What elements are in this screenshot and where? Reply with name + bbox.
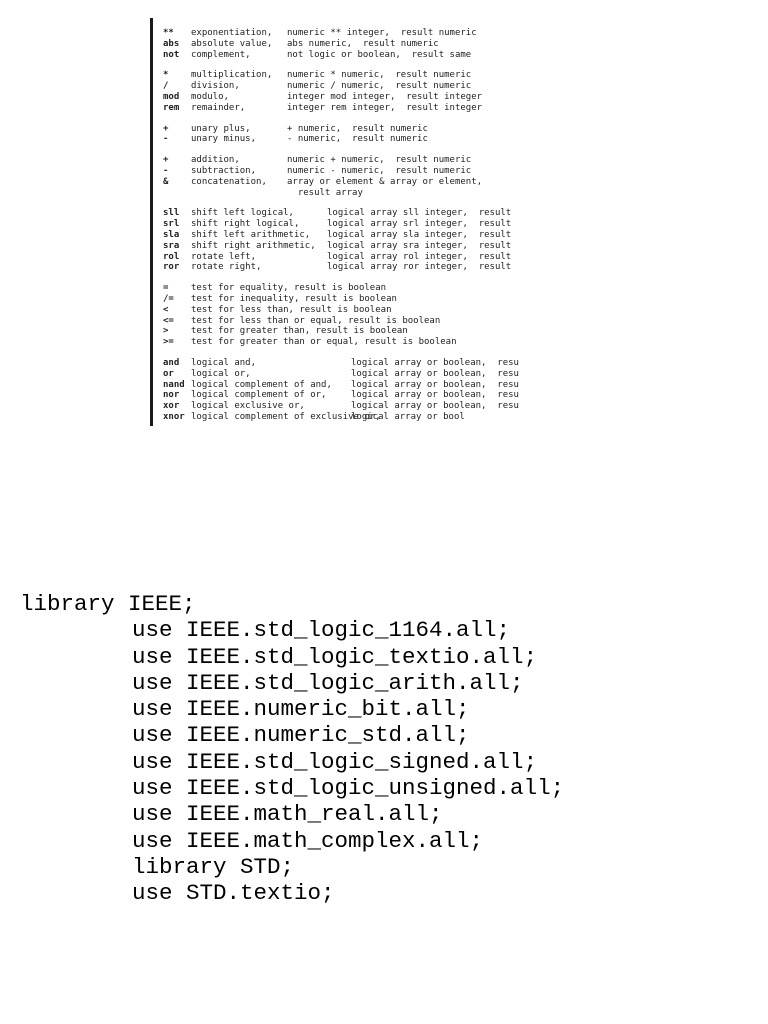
code-line: [20, 828, 564, 854]
operator-name: unary plus,: [191, 123, 251, 134]
operator-name: absolute value,: [191, 38, 273, 49]
operator-usage: logical array sra integer, result: [327, 240, 512, 251]
operator-usage: logical array or boolean, resu: [351, 379, 519, 390]
operator-symbol: ror: [163, 262, 180, 273]
operator-usage: numeric / numeric, result numeric: [287, 81, 472, 92]
operator-row: [163, 262, 524, 273]
operator-name: test for equality, result is boolean: [191, 283, 387, 294]
operator-name: test for inequality, result is boolean: [191, 293, 397, 304]
operator-name: shift right logical,: [191, 219, 300, 230]
operator-symbol: rem: [163, 102, 180, 113]
operator-row: [163, 166, 524, 177]
operator-name: logical complement of exclusive or,: [191, 411, 381, 422]
operator-row: [163, 28, 524, 39]
operator-group-unary: [163, 124, 524, 146]
code-line: [20, 722, 564, 748]
operator-symbol: xor: [163, 401, 180, 412]
vhdl-library-listing: [20, 591, 564, 907]
operator-usage: integer mod integer, result integer: [287, 91, 483, 102]
operator-symbol: and: [163, 357, 180, 368]
operator-group-logic: [163, 358, 524, 423]
operator-row: [163, 252, 524, 263]
operator-row: [163, 369, 524, 380]
operator-row: [163, 70, 524, 81]
operator-row: [163, 208, 524, 219]
operator-row: [163, 401, 524, 412]
operator-usage: result array: [287, 187, 363, 198]
operator-usage: logical array or boolean, resu: [351, 401, 519, 412]
operator-symbol: /: [163, 81, 169, 92]
operator-row: [163, 412, 524, 423]
operator-symbol: +: [163, 155, 169, 166]
operator-usage: logical array or boolean, resu: [351, 368, 519, 379]
code-text: use IEEE.math_complex.all;: [132, 827, 484, 854]
operator-name: concatenation,: [191, 176, 267, 187]
operator-name: shift left arithmetic,: [191, 229, 311, 240]
operator-usage: abs numeric, result numeric: [287, 38, 439, 49]
operator-name: rotate right,: [191, 262, 262, 273]
code-line: [20, 880, 564, 906]
operator-symbol: sra: [163, 240, 180, 251]
code-line: [20, 644, 564, 670]
operator-name: test for greater than, result is boolean: [191, 326, 408, 337]
operator-usage: logical array rol integer, result: [327, 251, 512, 262]
operator-name: test for less than or equal, result is boolean: [191, 315, 441, 326]
operator-row: [163, 50, 524, 61]
operator-symbol: -: [163, 134, 169, 145]
code-text: use IEEE.std_logic_textio.all;: [132, 643, 538, 670]
code-text: use IEEE.std_logic_unsigned.all;: [132, 775, 565, 802]
operator-symbol: >=: [163, 337, 174, 348]
operator-row: [163, 219, 524, 230]
operator-symbol: -: [163, 165, 169, 176]
code-line: [20, 591, 564, 617]
operator-symbol: <=: [163, 315, 174, 326]
operator-row: [163, 81, 524, 92]
operator-usage: not logic or boolean, result same: [287, 49, 472, 60]
operator-name: logical complement of or,: [191, 390, 327, 401]
operator-group-relational: [163, 283, 524, 348]
operator-usage: numeric - numeric, result numeric: [287, 165, 472, 176]
code-line: [20, 749, 564, 775]
operator-name: rotate left,: [191, 251, 257, 262]
code-text: use STD.textio;: [132, 880, 335, 907]
code-line: [20, 775, 564, 801]
code-text: use IEEE.numeric_std.all;: [132, 722, 470, 749]
operator-row: [163, 294, 524, 305]
operator-row: [163, 390, 524, 401]
code-text: use IEEE.math_real.all;: [132, 801, 443, 828]
code-text: library STD;: [132, 853, 295, 880]
operator-row: [163, 155, 524, 166]
code-text: use IEEE.std_logic_arith.all;: [132, 669, 524, 696]
operator-usage: numeric * numeric, result numeric: [287, 70, 472, 81]
operator-symbol: sla: [163, 229, 180, 240]
operator-name: shift left logical,: [191, 208, 294, 219]
operator-name: subtraction,: [191, 165, 257, 176]
operator-symbol: xnor: [163, 411, 185, 422]
operator-row: [163, 241, 524, 252]
operator-row: [163, 337, 524, 348]
operator-name: addition,: [191, 155, 240, 166]
operator-reference-image: [150, 18, 524, 426]
operator-name: division,: [191, 81, 240, 92]
operator-usage: numeric + numeric, result numeric: [287, 155, 472, 166]
operator-group-mult: [163, 70, 524, 113]
operator-symbol: nand: [163, 379, 185, 390]
operator-name: logical exclusive or,: [191, 401, 305, 412]
operator-symbol: +: [163, 123, 169, 134]
operator-row: [163, 326, 524, 337]
operator-row: [163, 305, 524, 316]
operator-symbol: or: [163, 368, 174, 379]
operator-usage: + numeric, result numeric: [287, 123, 428, 134]
operator-usage: - numeric, result numeric: [287, 134, 428, 145]
operator-symbol: srl: [163, 219, 180, 230]
operator-group-misc: [163, 28, 524, 60]
code-line: [20, 670, 564, 696]
operator-symbol: *: [163, 70, 169, 81]
operator-row: [163, 92, 524, 103]
operator-usage: logical array sll integer, result: [327, 208, 512, 219]
image-left-border: [150, 18, 153, 426]
code-line: [20, 696, 564, 722]
code-line: [20, 801, 564, 827]
operator-table: [163, 28, 524, 426]
code-text: library IEEE;: [20, 591, 196, 617]
operator-group-shift: [163, 208, 524, 273]
operator-name: test for less than, result is boolean: [191, 304, 392, 315]
operator-row: [163, 316, 524, 327]
operator-usage: logical array or boolean, resu: [351, 390, 519, 401]
operator-row: [163, 177, 524, 188]
operator-usage: logical array ror integer, result: [327, 262, 512, 273]
operator-name: logical or,: [191, 368, 251, 379]
operator-name: logical complement of and,: [191, 379, 332, 390]
operator-name: multiplication,: [191, 70, 273, 81]
operator-symbol: =: [163, 283, 169, 294]
operator-row: [163, 134, 524, 145]
operator-symbol: /=: [163, 293, 174, 304]
code-text: use IEEE.std_logic_1164.all;: [132, 617, 511, 644]
operator-symbol: **: [163, 28, 174, 38]
operator-usage: logical array srl integer, result: [327, 219, 512, 230]
operator-name: unary minus,: [191, 134, 257, 145]
operator-name: exponentiation,: [191, 28, 273, 38]
operator-symbol: sll: [163, 208, 180, 219]
operator-row: [163, 283, 524, 294]
code-text: use IEEE.std_logic_signed.all;: [132, 748, 538, 775]
operator-row: [163, 39, 524, 50]
operator-usage: array or element & array or element,: [287, 176, 483, 187]
operator-row: [163, 358, 524, 369]
operator-name: logical and,: [191, 357, 257, 368]
operator-name: shift right arithmetic,: [191, 240, 316, 251]
code-line: [20, 854, 564, 880]
operator-symbol: nor: [163, 390, 180, 401]
operator-usage: logical array or boolean, resu: [351, 357, 519, 368]
operator-symbol: >: [163, 326, 169, 337]
operator-name: modulo,: [191, 91, 229, 102]
operator-row: [163, 380, 524, 391]
operator-name: remainder,: [191, 102, 246, 113]
code-text: use IEEE.numeric_bit.all;: [132, 696, 470, 723]
code-line: [20, 617, 564, 643]
operator-usage: numeric ** integer, result numeric: [287, 28, 477, 38]
operator-name: test for greater than or equal, result is boolean: [191, 337, 457, 348]
operator-usage: logical array or bool: [351, 411, 465, 422]
operator-row: [163, 230, 524, 241]
operator-row: [163, 188, 524, 199]
operator-symbol: not: [163, 49, 180, 60]
operator-row: [163, 124, 524, 135]
operator-symbol: rol: [163, 251, 180, 262]
operator-symbol: abs: [163, 38, 180, 49]
operator-usage: logical array sla integer, result: [327, 229, 512, 240]
operator-row: [163, 103, 524, 114]
operator-symbol: &: [163, 176, 169, 187]
operator-usage: integer rem integer, result integer: [287, 102, 483, 113]
operator-name: complement,: [191, 49, 251, 60]
operator-symbol: mod: [163, 91, 180, 102]
operator-symbol: <: [163, 304, 169, 315]
operator-group-add: [163, 155, 524, 198]
